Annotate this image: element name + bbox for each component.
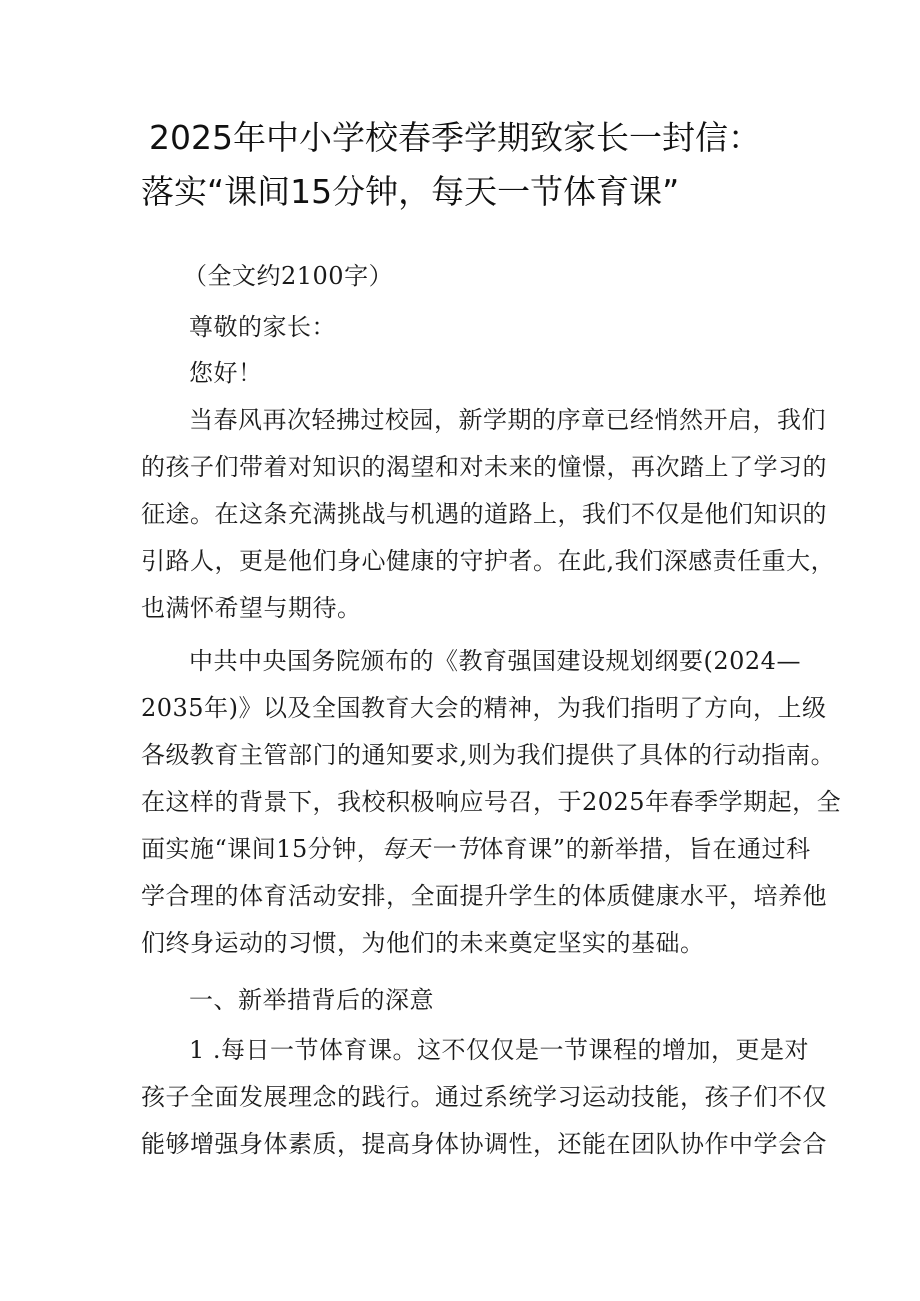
title-line-2: 落实“课间15分钟，每天一节体育课”: [141, 172, 680, 211]
greeting: 您好！: [189, 359, 263, 387]
paragraph-2-line: 学合理的体育活动安排，全面提升学生的体质健康水平，培养他: [141, 882, 827, 910]
title-line-1: 2025年中小学校春季学期致家长一封信：: [149, 118, 761, 157]
paragraph-1-line: 也满怀希望与期待。: [141, 594, 362, 622]
salutation: 尊敬的家长：: [189, 313, 336, 341]
paragraph-2-line: 2035年)》以及全国教育大会的精神，为我们指明了方向，上级: [141, 694, 827, 722]
paragraph-1-line: 的孩子们带着对知识的渴望和对未来的憧憬，再次踏上了学习的: [141, 453, 827, 481]
item-1-line: 能够增强身体素质，提高身体协调性，还能在团队协作中学会合: [141, 1130, 827, 1158]
paragraph-2-text: 面实施“课间15分钟，: [141, 835, 382, 863]
paragraph-1-line: 当春风再次轻拂过校园，新学期的序章已经悄然开启，我们: [189, 406, 826, 434]
paragraph-2-line: [141, 829, 811, 869]
paragraph-1-line: 引路人，更是他们身心健康的守护者。在此,我们深感责任重大，: [141, 547, 836, 575]
item-1-line: 1 .每日一节体育课。这不仅仅是一节课程的增加，更是对: [189, 1036, 810, 1064]
paragraph-2-italic-text: 每天一节: [381, 835, 480, 863]
word-count-note: （全文约2100字）: [183, 262, 394, 290]
paragraph-2-line: 各级教育主管部门的通知要求,则为我们提供了具体的行动指南。: [141, 741, 836, 769]
paragraph-2-line: 中共中央国务院颁布的《教育强国建设规划纲要(2024—: [189, 647, 801, 675]
paragraph-2-line: 们终身运动的习惯，为他们的未来奠定坚实的基础。: [141, 929, 705, 957]
paragraph-2-line: 在这样的背景下，我校积极响应号召，于2025年春季学期起，全: [141, 788, 842, 816]
item-1-line: 孩子全面发展理念的践行。通过系统学习运动技能，孩子们不仅: [141, 1083, 827, 1111]
paragraph-1-line: 征途。在这条充满挑战与机遇的道路上，我们不仅是他们知识的: [141, 500, 827, 528]
section-1-heading: 一、新举措背后的深意: [189, 986, 434, 1014]
document-title: [141, 111, 821, 219]
paragraph-2-text: 体育课”的新举措，旨在通过科: [479, 835, 811, 863]
